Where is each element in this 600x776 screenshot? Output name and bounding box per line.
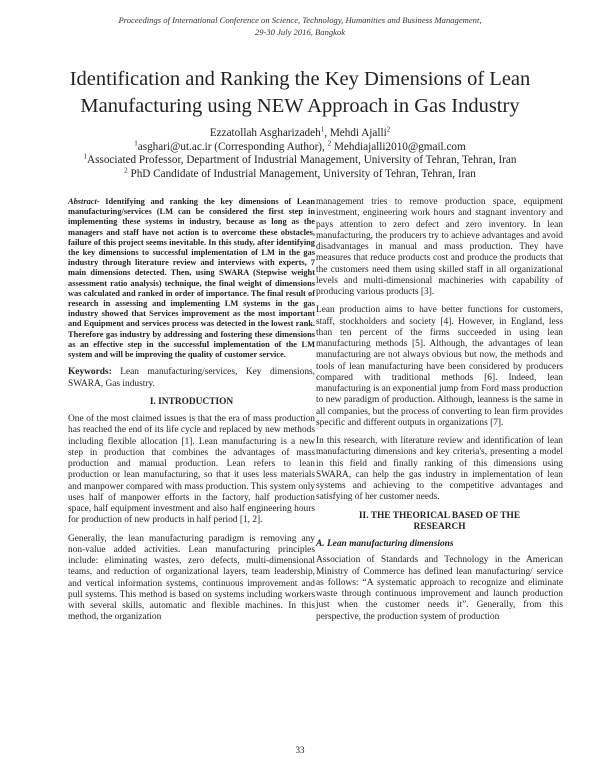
right-paragraph-1: management tries to remove production space, equipment investment, engineering work hours and stagnant inventory and pays attention to zero defect and zero inventory. In lean manufacturing, the producers try to achieve advantages and avoid disadvantages in manual and mass production. They have measures that reduce products cost and produce the products that the customers need them using skilled staff in all organizational levels and multi-dimensional machineries with capability of producing various products [3]. (316, 197, 563, 297)
abstract-label: Abstract- (68, 197, 100, 206)
proceedings-header (0, 14, 600, 38)
author-emails: $^1$asghari@ut.ac.ir (Corresponding Author), $^2$ Mehdiajalli2010@gmail.com (134, 138, 466, 153)
right-paragraph-2: Lean production aims to have better functions for customers, staff, stockholders and society [4]. However, in England, less than ten percent of the firms succeeded in using lean manufacturing methods [5]. Although, the advantages of lean manufacturing are not always obvious but now, the methods and tools of lean manufacturing have been considered by producers compared with traditional methods [6]. Indeed, lean manufacturing is an exponential jump from Ford mass production to new paradigm of production. Although, leanness is the same in all companies, but the process of converting to lean firm provides specific and different outputs in organizations [7]. (316, 305, 563, 428)
right-paragraph-4: Association of Standards and Technology in the American Ministry of Commerce has defined lean manufacturing/ service as follows: “A systematic approach to recognize and eliminate waste through continuous improvement and launch production just when the customer needs it”. Generally, from this perspective, the production system of production (316, 555, 563, 622)
right-column (316, 197, 563, 630)
author-names: Ezzatollah Asgharizadeh$^1$, Mehdi Ajalli$^2$ (209, 125, 391, 139)
section-heading-introduction: I. INTRODUCTION (149, 396, 234, 407)
subsection-heading-lean-dimensions: A. Lean manufacturing dimensions (316, 539, 454, 549)
proceedings-line-1: Proceedings of International Conference on Science, Technology, Humanities and Business Management, (118, 15, 482, 25)
keywords-text: Lean manufacturing/services, Key dimensions, SWARA, Gas industry. (68, 367, 315, 389)
affiliation-2: $^2$ PhD Candidate of Industrial Management, University of Tehran, Tehran, Iran (124, 166, 476, 180)
keywords (68, 367, 315, 390)
right-paragraph-3: In this research, with literature review and identification of lean manufacturing dimensions and key criteria's, presenting a model in this field and finally ranking of this dimensions using SWARA, can help the gas industry in implementation of lean systems and achieving to the competitive advantages and satisfying of her customer needs. (316, 436, 563, 503)
affiliation-1: $^1$Associated Professor, Department of Industrial Management, University of Tehran, Tehran, Iran (83, 152, 517, 167)
intro-paragraph-2: Generally, the lean manufacturing paradigm is removing any non-value added activities. Lean manufacturing principles include: eliminating wastes, zero defects, multi-dimensional teams, and reduction of organizational layers, team leadership, and vertical information systems, continuous improvement and pull systems. This method is based on systems including workers with several skills, automatic and flexible machines. In this method, the organization (68, 533, 315, 623)
intro-paragraph-1: One of the most claimed issues is that the era of mass production has reached the end of its life cycle and replaced by new methods including flexible allocation [1]. Lean manufacturing is a new step in production that combines the advantages of mass production and manual production. Lean refers to lean production or lean manufacturing, so that it uses less materials and manpower compared with mass production. This system only uses half of manpower efforts in the factory, half production space, half equipment investment and also half engineering hours for production of new products in half period [1, 2]. (68, 414, 315, 526)
left-column (68, 197, 315, 631)
keywords-label: Keywords: (68, 367, 112, 378)
proceedings-line-2: 29-30 July 2016, Bangkok (254, 27, 346, 37)
title-line-2: Manufacturing using NEW Approach in Gas Industry (80, 95, 520, 117)
page-number: 33 (295, 745, 305, 755)
abstract (68, 197, 315, 360)
section-heading-theoretical: II. THE THEORICAL BASED OF THE RESEARCH (358, 510, 521, 532)
title-line-1: Identification and Ranking the Key Dimensions of Lean (69, 68, 531, 90)
abstract-text: Identifying and ranking the key dimensions of Lean manufacturing/services (LM can be considered the first step in implementing these systems in industry, because as long as the managers and staff have not action is to overcome these obstacles, failure of this project seems inevitable. In this study, after identifying the key dimensions to successful implementation of LM in the gas industry through literature review and interviews with experts, 7 main dimensions detected. Then, using SWARA (Stepwise weight assessment ratio analysis) technique, the final weight of dimensions was calculated and ranked in order of importance. The final result of research in assessing and implementing LM systems in the gas industry showed that Services improvement as the most important and Equipment and services process was detected in the lowest rank. Therefore gas industry by addressing and fostering these dimensions as an effective step in the successful implementation of the LM system and will be improving the quality of customer service. (68, 197, 315, 360)
paper-title (40, 66, 560, 120)
author-block (30, 127, 570, 181)
